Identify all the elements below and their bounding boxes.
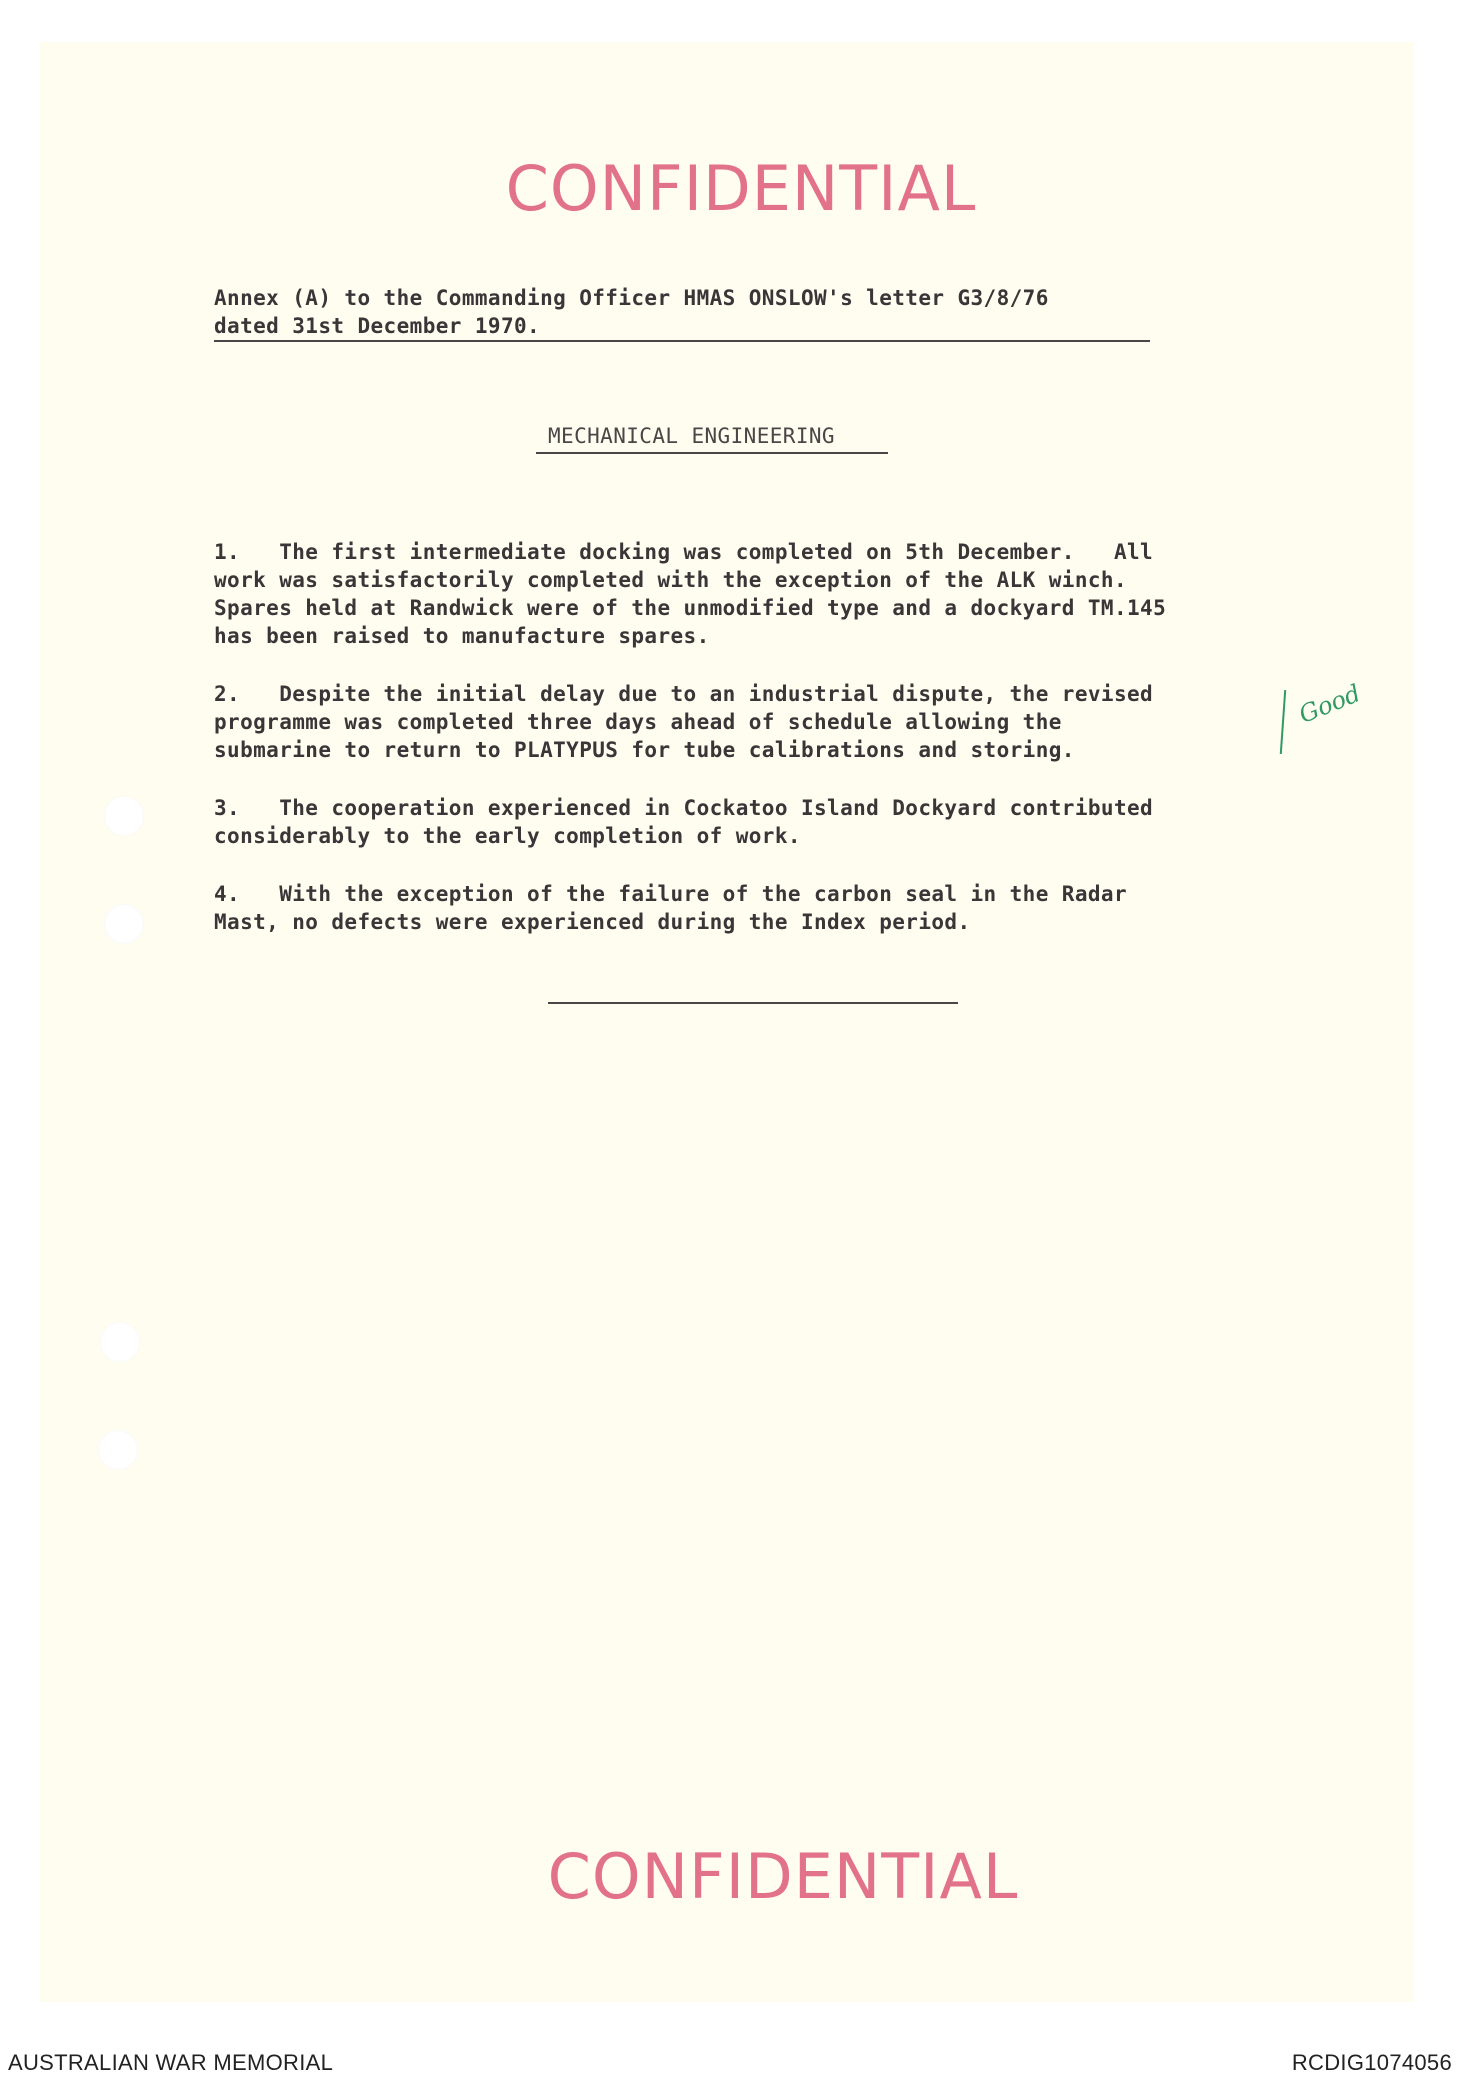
- paragraph-2-line: 2. Despite the initial delay due to an industrial dispute, the revised: [214, 682, 1154, 706]
- header-underline: [214, 340, 1150, 342]
- paragraph-1-line: Spares held at Randwick were of the unmodified type and a dockyard TM.145: [214, 596, 1167, 620]
- handwritten-margin-note: Good: [1295, 679, 1365, 729]
- paragraph-1-line: work was satisfactorily completed with the exception of the ALK winch.: [214, 568, 1128, 592]
- annex-date-line: dated 31st December 1970.: [214, 314, 541, 338]
- punch-hole: [100, 1322, 140, 1362]
- paragraph-2-line: submarine to return to PLATYPUS for tube calibrations and storing.: [214, 738, 1075, 762]
- punch-hole: [104, 904, 144, 944]
- paragraph-2-line: programme was completed three days ahead of schedule allowing the: [214, 710, 1062, 734]
- punch-hole: [104, 796, 144, 836]
- paragraph-4-line: Mast, no defects were experienced during the Index period.: [214, 910, 971, 934]
- paragraph-3-line: 3. The cooperation experienced in Cockatoo Island Dockyard contributed: [214, 796, 1154, 820]
- paragraph-1-line: has been raised to manufacture spares.: [214, 624, 710, 648]
- confidential-stamp-bottom: CONFIDENTIAL: [547, 1840, 1019, 1913]
- confidential-stamp-top: CONFIDENTIAL: [505, 152, 977, 225]
- paragraph-4-line: 4. With the exception of the failure of the carbon seal in the Radar: [214, 882, 1128, 906]
- footer-record-id: RCDIG1074056: [1291, 2050, 1452, 2075]
- punch-hole: [98, 1430, 138, 1470]
- annex-reference-line: Annex (A) to the Commanding Officer HMAS ONSLOW's letter G3/8/76: [214, 286, 1049, 310]
- paragraph-1-line: 1. The first intermediate docking was completed on 5th December. All: [214, 540, 1154, 564]
- footer-archive-name: AUSTRALIAN WAR MEMORIAL: [8, 2050, 334, 2075]
- closing-rule: [548, 1002, 958, 1004]
- heading-underline: [536, 452, 888, 454]
- paragraph-3-line: considerably to the early completion of work.: [214, 824, 801, 848]
- section-heading: MECHANICAL ENGINEERING: [548, 424, 835, 448]
